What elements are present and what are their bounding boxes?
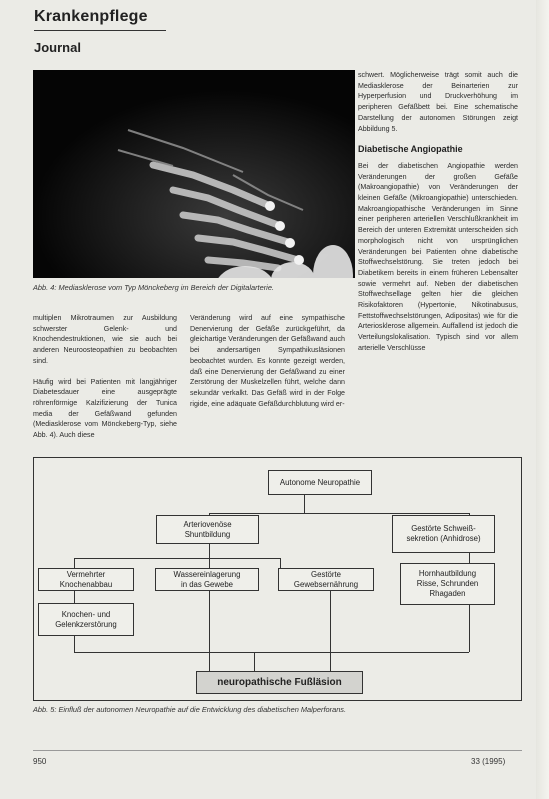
connector — [209, 513, 469, 514]
node-gelenkzerstoerung — [38, 603, 134, 636]
journal-title: Krankenpflege — [34, 8, 148, 25]
connector — [74, 558, 75, 568]
page-edge — [536, 0, 549, 799]
figure5-caption: Abb. 5: Einfluß der autonomen Neuropathie auf die Entwicklung des diabetischen Malperforans. — [33, 705, 347, 714]
node-label: Vermehrter Knochenabbau — [59, 569, 113, 589]
connector — [74, 636, 75, 652]
node-label: Gestörte Schweiß- sekretion (Anhidrose) — [406, 524, 481, 543]
xray-foot-graphic — [33, 70, 355, 278]
node-label: Arteriovenöse Shuntbildung — [183, 519, 232, 539]
connector — [304, 495, 305, 513]
connector — [209, 591, 210, 671]
section-heading: Diabetische Angiopathie — [358, 144, 463, 155]
header-rule — [34, 30, 166, 31]
journal-subtitle: Journal — [34, 40, 81, 55]
issue-number: 33 (1995) — [471, 757, 506, 766]
node-fussläsion — [196, 671, 363, 694]
left-column — [33, 313, 177, 448]
flow-diagram — [33, 457, 522, 701]
connector — [280, 558, 281, 568]
node-gewebsernaehrung — [278, 568, 374, 591]
connector — [209, 544, 210, 558]
connector — [74, 558, 280, 559]
page-number: 950 — [33, 757, 47, 766]
left-column-paragraph-2: Häufig wird bei Patienten mit langjähriger Diabetesdauer eine ausgeprägte röhrenförmige Kalzifizierung der Tunica media der Gefäßwand gefunden (Mediasklerose vom Mönckeberg-Typ, siehe Abb. 4). Auch diese — [33, 377, 177, 440]
xray-image — [33, 70, 355, 278]
connector — [74, 591, 75, 603]
middle-column-paragraph: Veränderung wird auf eine sympathische Denervierung der Gefäße zurückgeführt, da gleichartige Veränderungen der Gefäßwand auch bei andersartigen Sympathikusläsionen beobachtet wurden. Es konnte gezeigt werden, daß eine Denervierung der Gefäßwand zu einer Zerstörung der Muskelzellen führt, welche dann sekundär verkalkt. Das Gefäß wird in der Folge rigide, eine adäquate Gefäßdurchblutung wird er- — [190, 314, 345, 408]
node-label: Wassereinlagerung in das Gewebe — [173, 569, 241, 589]
middle-column — [190, 313, 345, 448]
figure4-caption: Abb. 4: Mediasklerose vom Typ Mönckeberg im Bereich der Digitalarterie. — [33, 283, 274, 292]
connector — [469, 553, 470, 563]
node-label: neuropathische Fußläsion — [217, 676, 342, 688]
connector — [469, 605, 470, 652]
connector — [330, 591, 331, 671]
footer-rule — [33, 750, 522, 751]
node-label: Hornhautbildung Risse, Schrunden Rhagaden — [416, 569, 479, 598]
node-autonome-neuropathie — [268, 470, 372, 495]
node-wassereinlagerung — [155, 568, 259, 591]
connector — [74, 652, 469, 653]
node-label: Gestörte Gewebsernährung — [293, 569, 359, 589]
right-column-intro: schwert. Möglicherweise trägt somit auch die Mediasklerose der Beinarterien zur Hyperperfusion und Druckverhöhung im peripheren Gefäßbett bei. Eine schematische Darstellung der autonomen Störungen zeigt Abbildung 5. — [358, 71, 518, 133]
connector — [254, 652, 255, 671]
connector — [209, 558, 210, 568]
node-label: Autonome Neuropathie — [279, 477, 361, 487]
node-schweisssekretion — [392, 515, 495, 553]
node-label: Knochen- und Gelenkzerstörung — [55, 609, 117, 629]
right-column-body: Bei der diabetischen Angiopathie werden Veränderungen der großen Gefäße (Makroangiopathie) von Veränderungen der kleinen Gefäße (Mikroangiopathie) unterschieden. Makroangiopathische Veränderungen im Sinne einer peripheren arteriellen Verschlußkrankheit im Bereich der unteren Extremität unterscheiden sich morphologisch nicht von ursprünglichen Veränderungen bei Patienten ohne diabetische Stoffwechselstörung. Sie treten jedoch bei Diabetikern bereits in einem früheren Lebensalter sowie vermehrt auf. Neben der diabetischen Stoffwechsellage gelten hier die gleichen Risikofaktoren (Hypertonie, Nikotinabusus, Fettstoffwechselstörungen, Adipositas) wie für die Arteriosklerose allgemein. Auffallend ist jedoch die Verteilungslokalisation. Typisch sind vor allem arterielle Verschlüsse — [358, 161, 518, 352]
node-hornhautbildung — [400, 563, 495, 605]
left-column-paragraph-1: multiplen Mikrotraumen zur Ausbildung schwerster Gelenk- und Knochendestruktionen, wie sie auch bei anderen Neuroosteopathien zu beobachten sind. — [33, 314, 177, 365]
right-column — [358, 70, 518, 460]
node-knochenabbau — [38, 568, 134, 591]
node-shuntbildung — [156, 515, 259, 544]
